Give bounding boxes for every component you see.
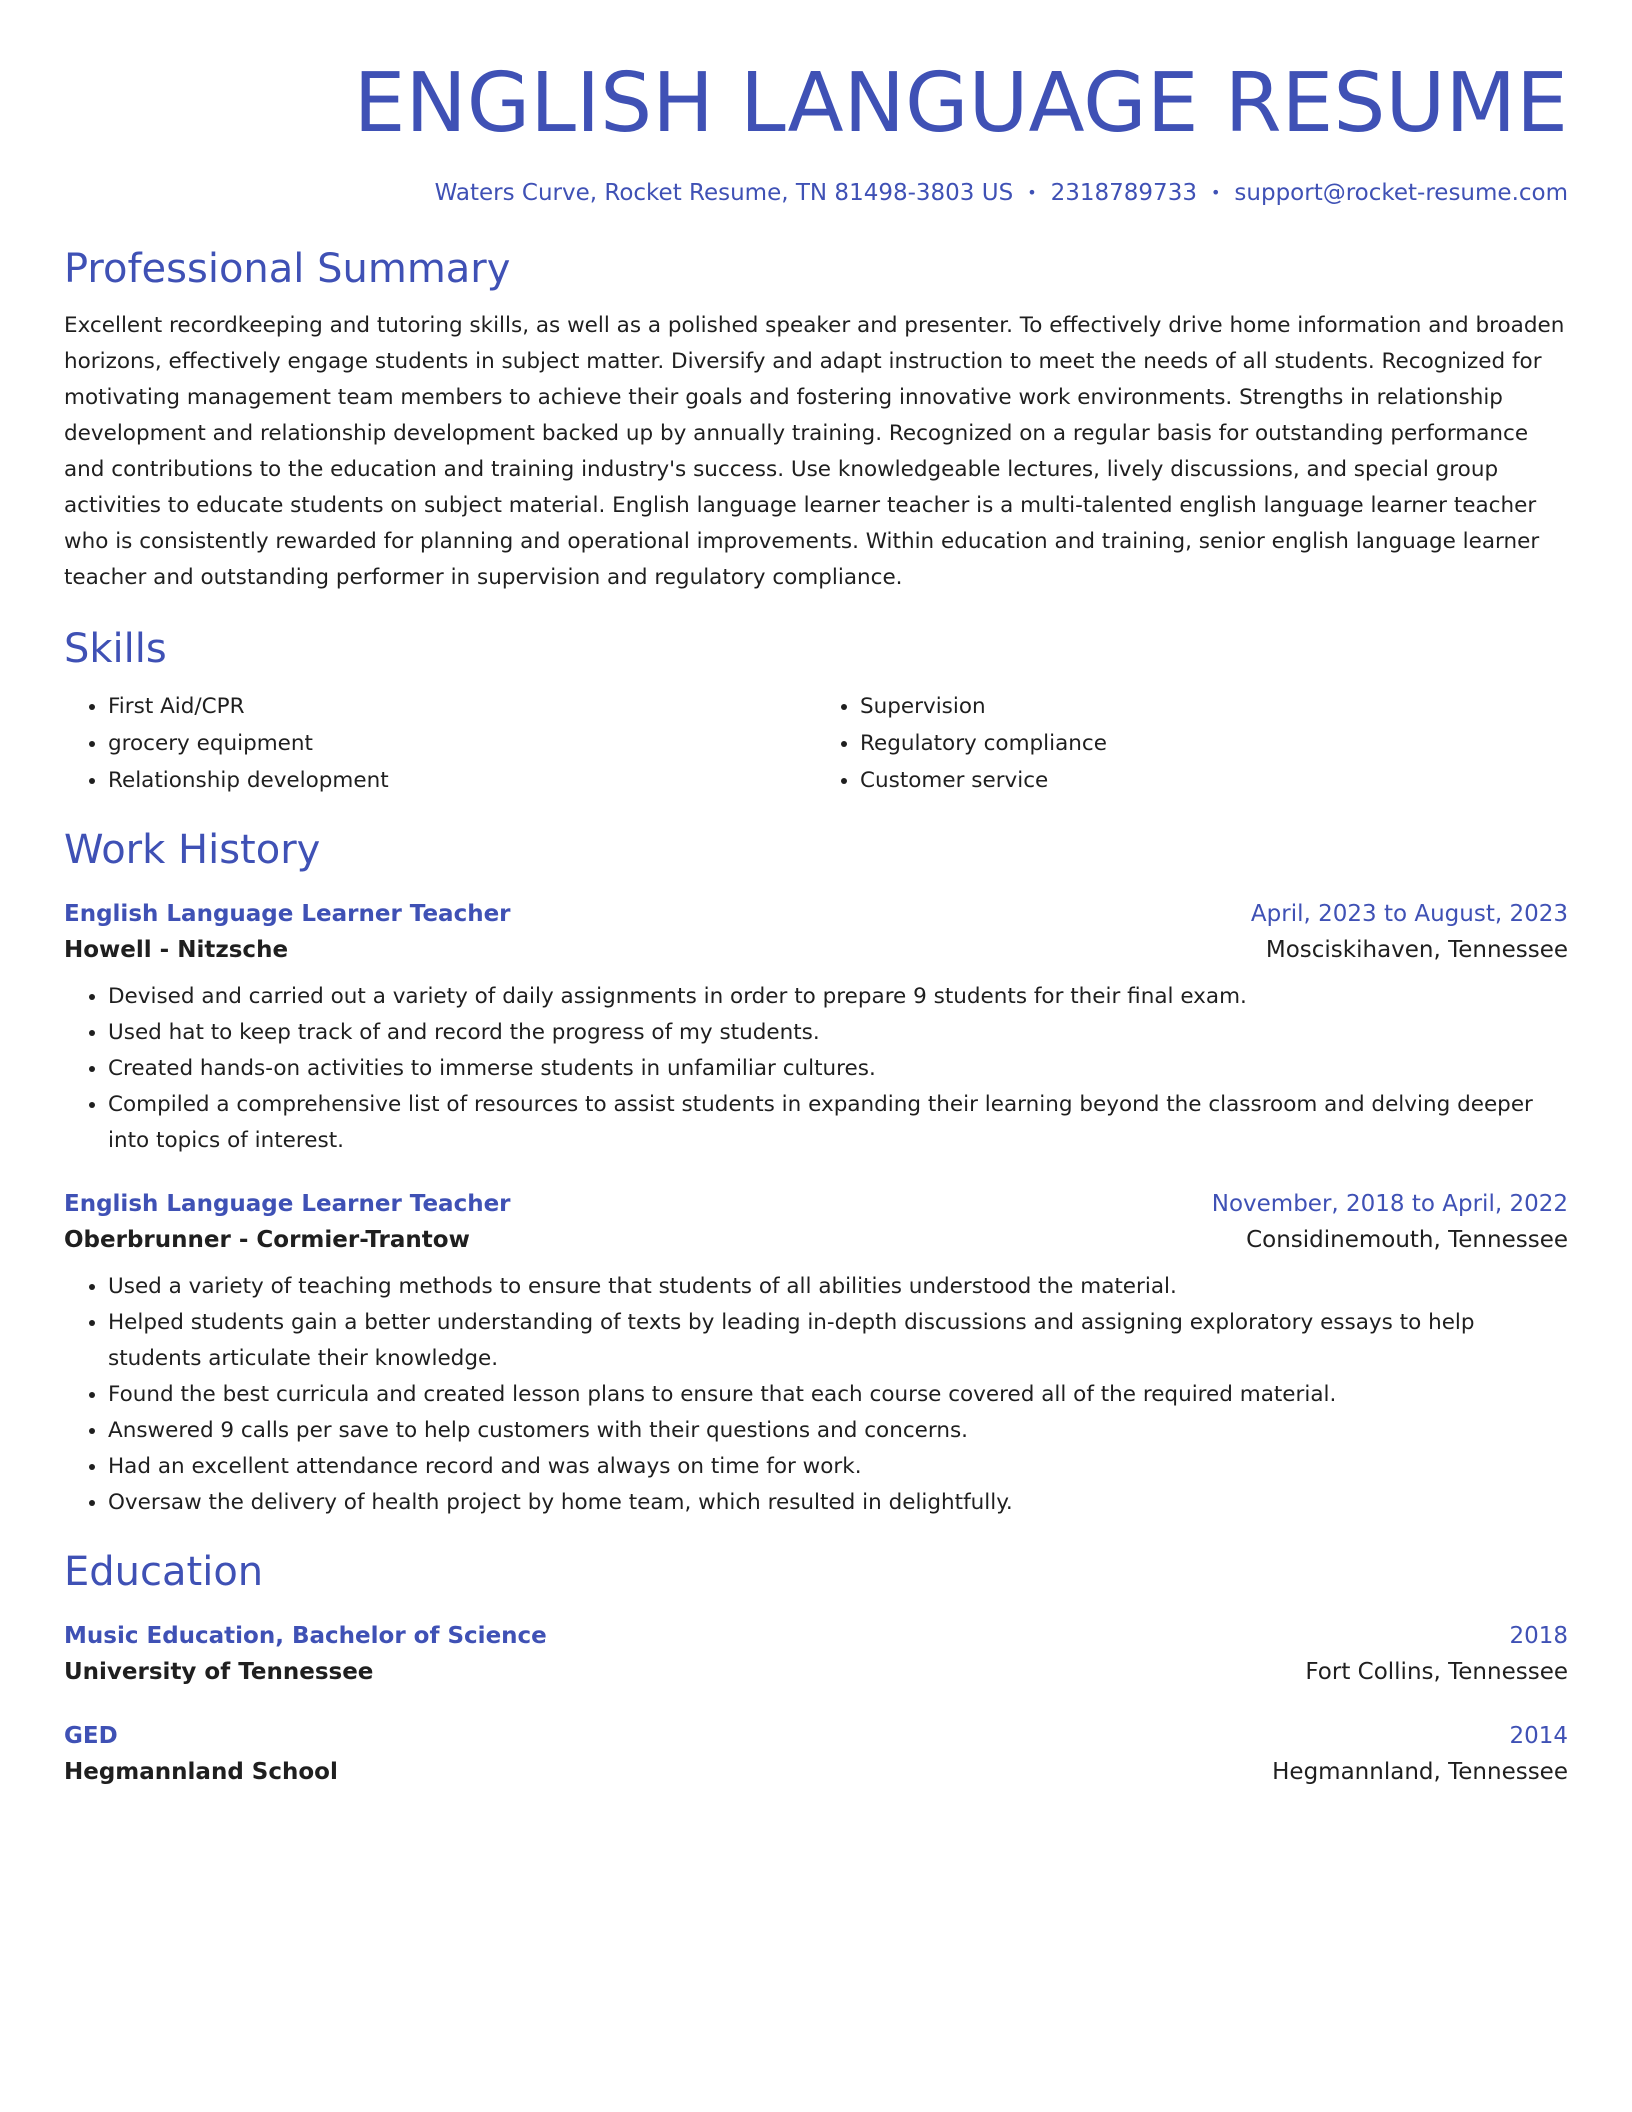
job-bullet: • Found the best curricula and created lesson plans to ensure that each course covered all of the required material. bbox=[108, 1377, 1568, 1413]
job-bullet: • Helped students gain a better understanding of texts by leading in-depth discussions and assigning exploratory essays to help students articulate their knowledge. bbox=[108, 1305, 1568, 1377]
job-location: Considinemouth, Tennessee bbox=[1246, 1227, 1568, 1253]
education-school: University of Tennessee bbox=[64, 1659, 374, 1685]
summary-text: Excellent recordkeeping and tutoring skills, as well as a polished speaker and presenter. To effectively drive home information and broaden horizons, effectively engage students in subject matter. Diversify and adapt instruction to meet the needs of all students. Recognized for motivating management team members to achieve their goals and fostering innovative work environments. Strengths in relationship development and relationship development backed up by annually training. Recognized on a regular basis for outstanding performance and contributions to the education and training industry's success. Use knowledgeable lectures, lively discussions, and special group activities to educate students on subject material. English language learner teacher is a multi-talented english language learner teacher who is consistently rewarded for planning and operational improvements. Within education and training, senior english language learner teacher and outstanding performer in supervision and regulatory compliance. bbox=[64, 313, 1565, 590]
job-company: Howell - Nitzsche bbox=[64, 937, 289, 963]
contact-address: Waters Curve, Rocket Resume, TN 81498-3803 US bbox=[434, 180, 1014, 206]
education-degree: GED bbox=[64, 1723, 118, 1749]
education-school: Hegmannland School bbox=[64, 1759, 338, 1785]
skills-heading: Skills bbox=[64, 626, 167, 672]
job-bullet: • Had an excellent attendance record and was always on time for work. bbox=[108, 1449, 1568, 1485]
skills-list bbox=[64, 688, 1568, 799]
education-location: Fort Collins, Tennessee bbox=[1305, 1659, 1568, 1685]
skill-item: • Supervision bbox=[860, 688, 1568, 725]
skills-column-right bbox=[816, 688, 1568, 799]
skill-item: • Relationship development bbox=[108, 762, 816, 799]
job-title: English Language Learner Teacher bbox=[64, 1191, 511, 1217]
education-year: 2014 bbox=[1509, 1723, 1568, 1749]
contact-separator: • bbox=[1210, 183, 1221, 202]
resume-title: ENGLISH LANGUAGE RESUME bbox=[353, 56, 1568, 151]
skill-item: • Customer service bbox=[860, 762, 1568, 799]
contact-separator: • bbox=[1027, 183, 1037, 202]
job-bullet: • Created hands-on activities to immerse students in unfamiliar cultures. bbox=[108, 1051, 1568, 1087]
job-bullet: • Answered 9 calls per save to help customers with their questions and concerns. bbox=[108, 1413, 1568, 1449]
job-entry bbox=[64, 1187, 1568, 1521]
job-title: English Language Learner Teacher bbox=[64, 901, 511, 927]
contact-email: support@rocket-resume.com bbox=[1234, 180, 1568, 206]
job-bullet: • Used a variety of teaching methods to ensure that students of all abilities understood the material. bbox=[108, 1269, 1568, 1305]
job-bullet: • Oversaw the delivery of health project by home team, which resulted in delightfully. bbox=[108, 1485, 1568, 1521]
education-location: Hegmannland, Tennessee bbox=[1272, 1759, 1568, 1785]
job-dates: November, 2018 to April, 2022 bbox=[1211, 1191, 1568, 1217]
education-entry bbox=[64, 1619, 1568, 1691]
education-heading: Education bbox=[64, 1549, 264, 1595]
skill-item: • Regulatory compliance bbox=[860, 725, 1568, 762]
job-entry bbox=[64, 897, 1568, 1159]
job-bullets bbox=[64, 1269, 1568, 1521]
education-entry bbox=[64, 1719, 1568, 1791]
job-dates: April, 2023 to August, 2023 bbox=[1250, 901, 1568, 927]
skill-item: • First Aid/CPR bbox=[108, 688, 816, 725]
skill-item: • grocery equipment bbox=[108, 725, 816, 762]
job-bullet: • Devised and carried out a variety of daily assignments in order to prepare 9 students for their final exam. bbox=[108, 979, 1568, 1015]
education-year: 2018 bbox=[1509, 1623, 1568, 1649]
contact-line bbox=[64, 178, 1568, 208]
work-history-heading: Work History bbox=[64, 827, 321, 873]
skills-column-left bbox=[64, 688, 816, 799]
job-location: Mosciskihaven, Tennessee bbox=[1265, 937, 1568, 963]
contact-phone: 2318789733 bbox=[1050, 180, 1197, 206]
summary-heading: Professional Summary bbox=[64, 246, 511, 292]
job-bullet: • Compiled a comprehensive list of resources to assist students in expanding their learning beyond the classroom and delving deeper into topics of interest. bbox=[108, 1087, 1568, 1159]
job-company: Oberbrunner - Cormier-Trantow bbox=[64, 1227, 470, 1253]
job-bullet: • Used hat to keep track of and record the progress of my students. bbox=[108, 1015, 1568, 1051]
education-degree: Music Education, Bachelor of Science bbox=[64, 1623, 547, 1649]
job-bullets bbox=[64, 979, 1568, 1159]
